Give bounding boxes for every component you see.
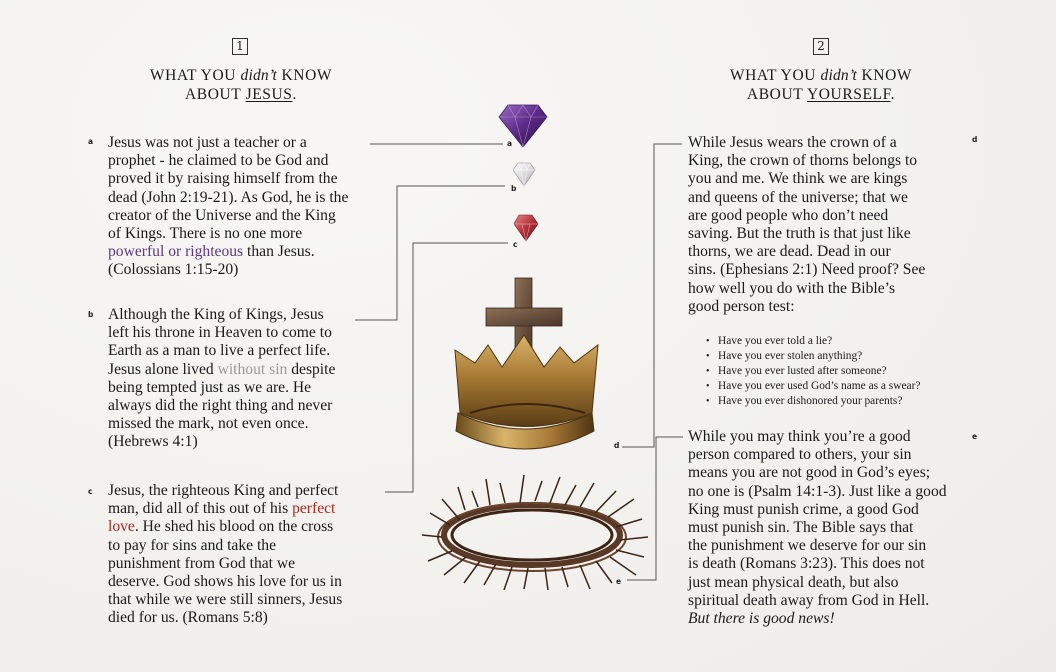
label-b: b [511,184,517,193]
highlight-powerful: powerful or righteous [108,243,244,261]
highlight-perfect: perfect [292,500,336,518]
paragraph-letter-c: c [88,487,93,496]
left-title: WHAT YOU didn’t KNOW ABOUT JESUS. [149,67,333,103]
paragraph-b: Although the King of Kings, Jesus left his throne in Heaven to come to Earth as a man to live a perfect life. Jesus alone lived without sin despite being tempted just as we are. He always did the right thing and never missed the mark, not even once. (Hebrews 4:1) [108,306,336,451]
paragraph-letter-d: d [972,135,978,144]
good-news-line: But there is good news! [688,610,835,628]
highlight-without-sin: without sin [217,360,288,378]
red-gem-icon [514,215,538,241]
crown-of-thorns-icon [422,475,648,590]
label-d: d [614,441,620,450]
paragraph-letter-e: e [972,432,978,441]
crown-icon [455,278,598,449]
section-number-1: 1 [232,38,248,55]
right-title: WHAT YOU didn’t KNOW ABOUT YOURSELF. [729,67,913,103]
white-gem-icon [513,163,535,186]
paragraph-a: Jesus was not just a teacher or a prophet - he claimed to be God and proved it by raising himself from the dead (John 2:19-21). As God, he is the creator of the Universe and the King of Kings. There is no one more powerful or righteous than Jesus. (Colossians 1:15-20) [108,134,349,279]
list-item: • Have you ever told a lie? [706,334,986,349]
paragraph-letter-a: a [88,137,94,146]
paragraph-letter-b: b [88,310,94,319]
list-item: • Have you ever stolen anything? [706,349,986,364]
good-person-test-list [706,334,986,409]
paragraph-c: Jesus, the righteous King and perfect man, did all of this out of his perfect love. He shed his blood on the cross to pay for sins and take the punishment from God that we deserve. God shows his love for us in that while we were still sinners, Jesus died for us. (Romans 5:8) [108,482,343,627]
section-number-2: 2 [813,38,829,55]
label-a: a [507,139,513,148]
label-c: c [513,240,518,249]
list-item: • Have you ever dishonored your parents? [706,394,986,409]
list-item: • Have you ever lusted after someone? [706,364,986,379]
center-illustration [420,95,660,590]
highlight-love: love [108,518,135,536]
paragraph-d: While Jesus wears the crown of a King, the crown of thorns belongs to you and me. We think we are kings and queens of the universe; that we are good people who don’t need saving. But the truth is that just like thorns, we are dead. Dead in our sins. (Ephesians 2:1) Need proof? See how well you do with the Bible’s good person test: [688,134,926,315]
list-item: • Have you ever used God’s name as a swear? [706,379,986,394]
label-e: e [616,577,622,586]
paragraph-e: While you may think you’re a good person compared to others, your sin means you are not good in God’s eyes; no one is (Psalm 14:1-3). Just like a good King must punish crime, a good God must punish sin. The Bible says that the punishment we deserve for our sin is death (Romans 3:23). This does not just mean physical death, but also spiritual death away from God in Hell. But there is good news! [688,428,980,628]
